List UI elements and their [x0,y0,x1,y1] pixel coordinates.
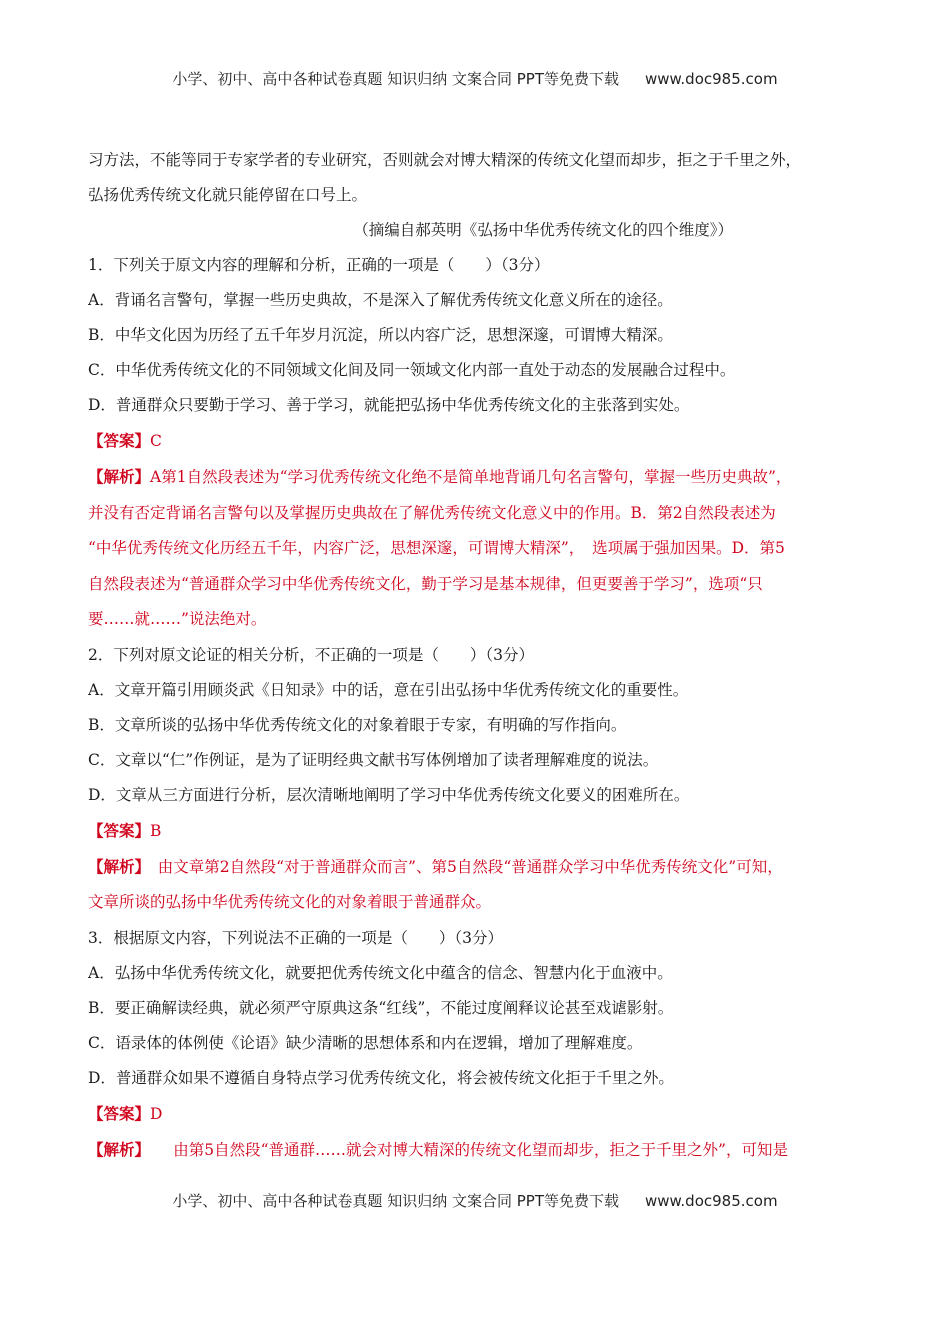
option-a: A．背诵名言警句，掌握一些历史典故，不是深入了解优秀传统文化意义所在的途径。 [88,291,673,309]
option-c: C．语录体的体例使《论语》缺少清晰的思想体系和内在逻辑，增加了理解难度。 [88,1033,643,1052]
header-url[interactable]: www.doc985.com [644,70,778,88]
analysis-tag: 【解析】 [88,1139,143,1159]
answer-tag: 【答案】 [88,431,151,450]
question-3 [88,921,878,1169]
source-citation: （摘编自郝英明《弘扬中华优秀传统文化的四个维度》） [353,221,733,239]
analysis-line: 并没有否定背诵名言警句以及掌握历史典故在了解优秀传统文化意义中的作用。B．第2自然段表述为 [88,503,776,522]
option-c: C．文章以“仁”作例证，是为了证明经典文献书写体例增加了读者理解难度的说法。 [88,750,659,769]
answer-value: C [150,432,162,450]
page-header [0,68,950,89]
option-c: C．中华优秀传统文化的不同领域文化间及同一领域文化内部一直处于动态的发展融合过程中。 [88,361,736,379]
question-stem: 1．下列关于原文内容的理解和分析，正确的一项是（ ）（3分） [88,256,550,274]
intro-line: 弘扬优秀传统文化就只能停留在口号上。 [88,186,368,204]
analysis-block [88,849,878,921]
option-a: A．弘扬中华优秀传统文化，就要把优秀传统文化中蕴含的信念、智慧内化于血液中。 [88,963,673,982]
analysis-line: 【解析】 由文章第2自然段“对于普通群众而言”、第5自然段“普通群众学习中华优秀传统文化”可知， [88,856,783,876]
answer-line [88,1096,878,1132]
page-footer [0,1190,950,1211]
answer-line [88,813,878,849]
analysis-tag: 【解析】 [88,467,151,486]
document-body [88,143,878,1168]
footer-text: 小学、初中、高中各种试卷真题 知识归纳 文案合同 PPT等免费下载 [172,1192,619,1210]
question-stem: 2．下列对原文论证的相关分析，不正确的一项是（ ）（3分） [88,645,534,664]
option-d: D．文章从三方面进行分析，层次清晰地阐明了学习中华优秀传统文化要义的困难所在。 [88,785,690,804]
option-a: A．文章开篇引用顾炎武《日知录》中的话，意在引出弘扬中华优秀传统文化的重要性。 [88,680,689,699]
option-b: B．要正确解读经典，就必须严守原典这条“红线”，不能过度阐释议论甚至戏谑影射。 [88,998,674,1017]
analysis-line: “中华优秀传统文化历经五千年，内容广泛，思想深邃，可谓博大精深”， 选项属于强加因果。D．第5 [88,539,785,557]
answer-tag: 【答案】 [88,1103,151,1123]
analysis-block [88,1132,878,1169]
analysis-line: 【解析】 由第5自然段“普通群……就会对博大精深的传统文化望而却步，拒之于千里之外”，可知是 [88,1139,788,1159]
header-text: 小学、初中、高中各种试卷真题 知识归纳 文案合同 PPT等免费下载 [172,70,619,88]
analysis-line: 自然段表述为“普通群众学习中华优秀传统文化，勤于学习是基本规律，但更要善于学习”，选项“只 [88,574,763,593]
question-stem: 3．根据原文内容，下列说法不正确的一项是（ ）（3分） [88,928,503,947]
answer-line [88,423,878,459]
option-b: B．文章所谈的弘扬中华优秀传统文化的对象着眼于专家，有明确的写作指向。 [88,715,627,734]
option-d: D．普通群众只要勤于学习、善于学习，就能把弘扬中华优秀传统文化的主张落到实处。 [88,396,690,414]
answer-value: D [150,1104,163,1123]
answer-tag: 【答案】 [88,820,151,840]
analysis-tag: 【解析】 [88,856,143,876]
option-d: D．普通群众如果不遵循自身特点学习优秀传统文化，将会被传统文化拒于千里之外。 [88,1068,674,1087]
option-b: B．中华文化因为历经了五千年岁月沉淀，所以内容广泛，思想深邃，可谓博大精深。 [88,326,673,344]
intro-line: 习方法，不能等同于专家学者的专业研究，否则就会对博大精深的传统文化望而却步，拒之于千里之外， [88,151,802,169]
analysis-line: 文章所谈的弘扬中华优秀传统文化的对象着眼于普通群众。 [88,893,492,911]
analysis-line: 【解析】A第1自然段表述为“学习优秀传统文化绝不是简单地背诵几句名言警句，掌握一些历史典故”， [88,467,792,486]
question-1 [88,248,878,638]
analysis-line: 要……就……”说法绝对。 [88,610,267,628]
analysis-block [88,459,878,638]
footer-url[interactable]: www.doc985.com [644,1192,778,1210]
answer-value: B [150,821,162,840]
question-2 [88,638,878,921]
